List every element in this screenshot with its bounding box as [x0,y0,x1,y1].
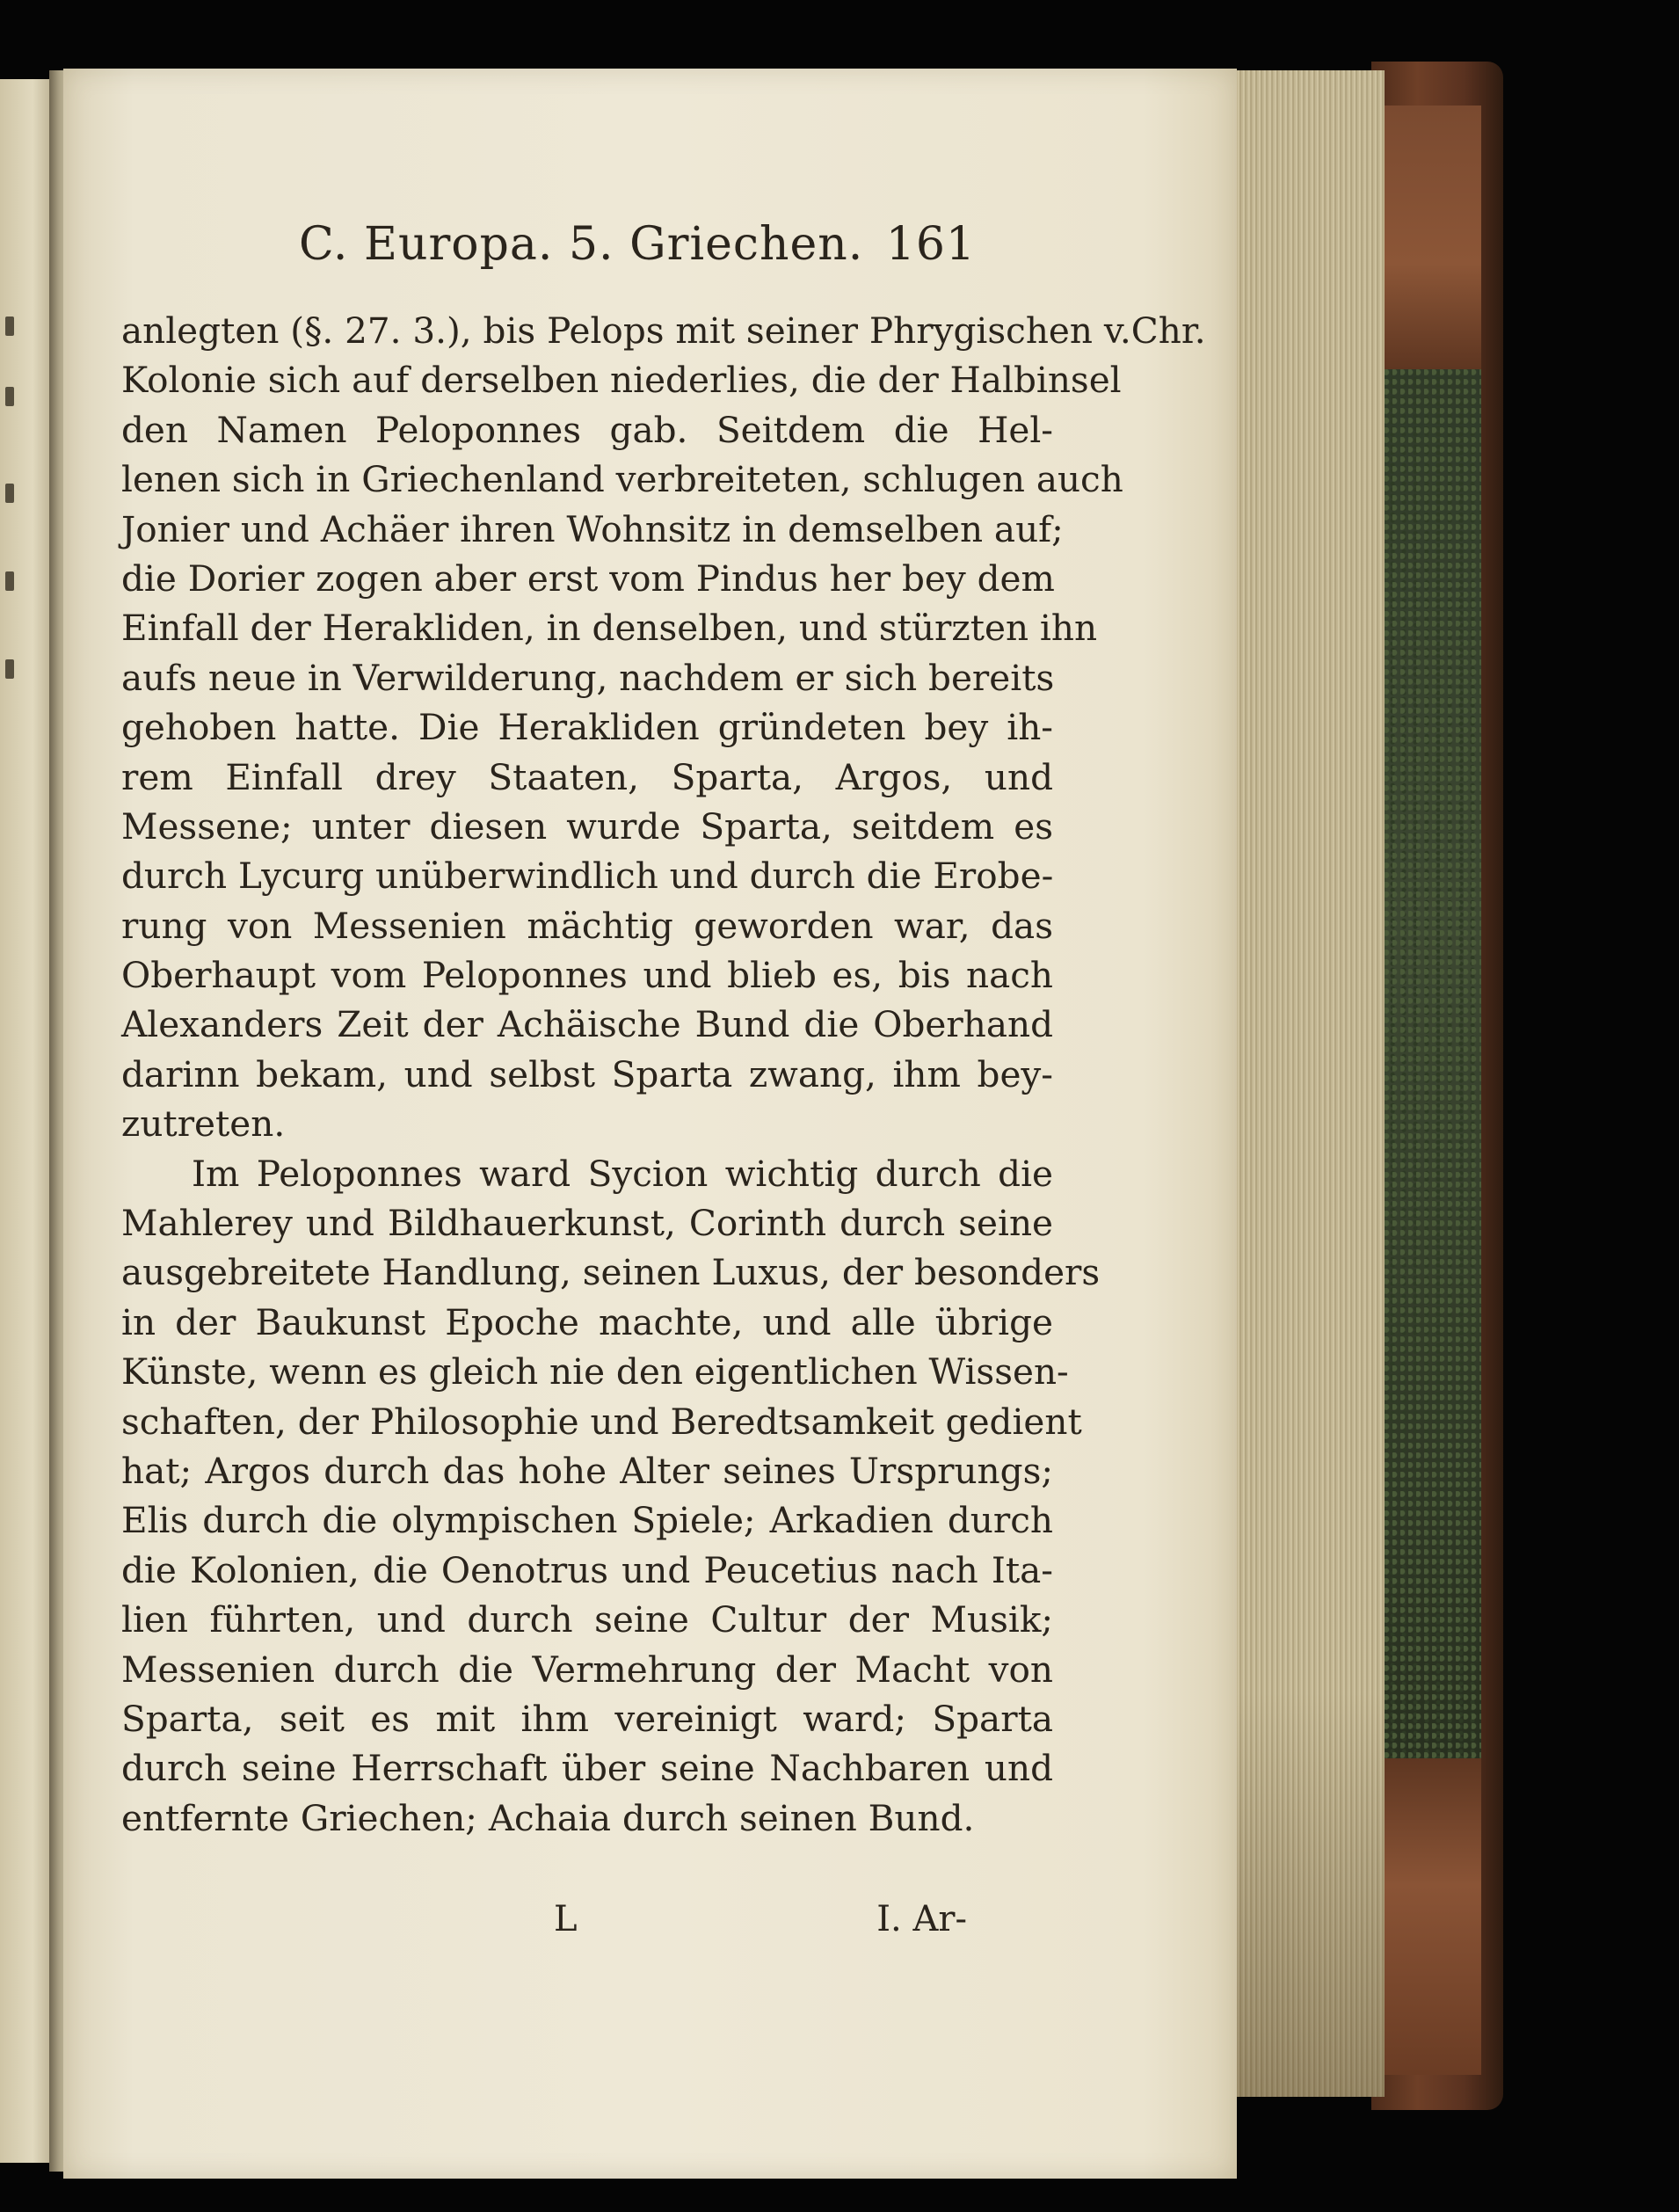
running-header [299,218,976,280]
text-line: durch Lycurg unüberwindlich und durch die Erobe- [121,855,1054,898]
text-line: lien führten, und durch seine Cultur der Musik; [121,1598,1053,1641]
facing-page-mark [5,484,14,503]
facing-page-mark [5,387,14,406]
page-number: 161 [885,218,976,271]
cover-leather-bottom [1385,1758,1481,2075]
text-line: Im Peloponnes ward Sycion wichtig durch die [192,1152,1053,1195]
facing-page-edge [0,79,55,2163]
text-line: ausgebreitete Handlung, seinen Luxus, der besonders [121,1251,1101,1294]
page-footer [554,1899,967,1952]
text-line: Kolonie sich auf derselben niederlies, die der Halbinsel [121,359,1122,402]
text-line: zutreten. [121,1102,286,1146]
text-line: Sparta, seit es mit ihm vereinigt ward; Sparta [121,1697,1053,1740]
text-line: hat; Argos durch das hohe Alter seines Ursprungs; [121,1449,1053,1492]
text-line: entfernte Griechen; Achaia durch seinen Bund. [121,1796,975,1839]
signature-mark: L [554,1899,578,1939]
text-line: Alexanders Zeit der Achäische Bund die Oberhand [121,1003,1053,1046]
text-line: rem Einfall drey Staaten, Sparta, Argos, und [121,755,1053,798]
text-line: Messene; unter diesen wurde Sparta, seitdem es [121,804,1053,848]
text-line: schaften, der Philosophie und Beredtsamkeit gedient [121,1400,1082,1443]
fore-edge-shadow [1226,70,1385,2097]
text-line: lenen sich in Griechenland verbreiteten, schlugen auch [121,458,1123,501]
text-line: Elis durch die olympischen Spiele; Arkadien durch [121,1499,1053,1542]
text-line: Einfall der Herakliden, in denselben, und stürzten ihn [121,607,1098,650]
text-line: in der Baukunst Epoche machte, und alle übrige [121,1300,1053,1343]
facing-page-mark [5,571,14,591]
text-line: Jonier und Achäer ihren Wohnsitz in demselben auf; [121,507,1064,550]
text-line: anlegten (§. 27. 3.), bis Pelops mit seiner Phrygischen v.Chr. [121,309,1206,352]
text-line: darinn bekam, und selbst Sparta zwang, ihm bey- [121,1052,1053,1095]
text-line: Oberhaupt vom Peloponnes und blieb es, bis nach [121,954,1053,997]
text-line: Künste, wenn es gleich nie den eigentlichen Wissen- [121,1350,1069,1393]
text-line: die Kolonien, die Oenotrus und Peucetius nach Ita- [121,1548,1053,1591]
text-line: die Dorier zogen aber erst vom Pindus her bey dem [121,557,1055,600]
text-line: Mahlerey und Bildhauerkunst, Corinth durch seine [121,1202,1053,1245]
catchword: I. Ar- [876,1899,967,1939]
cover-marbled-board [1385,369,1481,1758]
body-text [121,306,1206,1843]
text-line: aufs neue in Verwilderung, nachdem er sich bereits [121,656,1055,699]
text-line: rung von Messenien mächtig geworden war, das [121,904,1053,947]
text-line: Messenien durch die Vermehrung der Macht von [121,1648,1053,1691]
text-line: den Namen Peloponnes gab. Seitdem die Hel- [121,408,1053,451]
facing-page-mark [5,317,14,336]
facing-page-mark [5,659,14,679]
running-head-title: C. Europa. 5. Griechen. [299,218,864,271]
cover-leather-top [1385,106,1481,369]
text-line: gehoben hatte. Die Herakliden gründeten bey ih- [121,706,1053,749]
text-line: durch seine Herrschaft über seine Nachbaren und [121,1747,1053,1790]
